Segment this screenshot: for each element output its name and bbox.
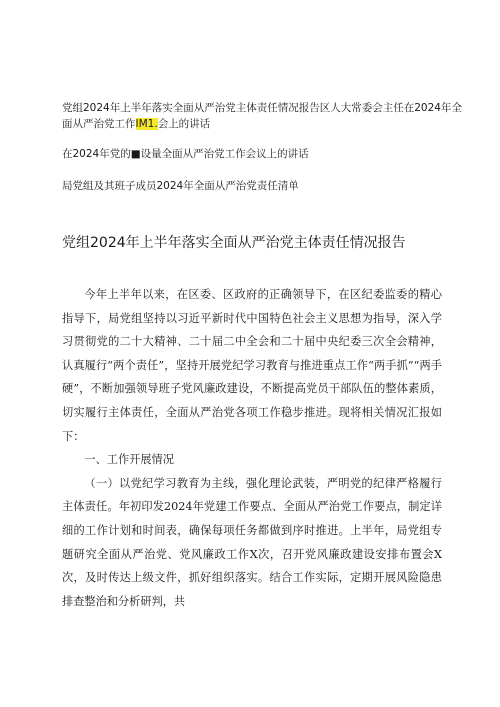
section-heading: 一、工作开展情况 bbox=[84, 453, 174, 467]
toc-item-1-text-end: 会上的讲话 bbox=[157, 118, 211, 130]
toc-item-1 bbox=[62, 100, 462, 132]
toc-item-1-text: 党组2024年上半年落实全面从严治党主体责任情况报告区人大常委会主任在2024年全面从严治党工作 bbox=[62, 102, 462, 130]
body-paragraph: （一）以党纪学习教育为主线，强化理论武装，严明党的纪律严格履行主体责任。年初印发2024年党建工作要点、全面从严治党工作要点，制定详细的工作计划和时间表，确保每项任务都做到序时推进。上半年，局党组专题研究全面从严治党、党风廉政工作X次，召开党风廉政建设安排布置会X次，及时传达上级文件，抓好组织落实。结合工作实际，定期开展风险隐患排查整治和分析研判，共 bbox=[62, 476, 442, 608]
toc-item-2-text-end: 设量全面从严治党工作会议上的讲话 bbox=[140, 148, 309, 160]
table-of-contents bbox=[62, 100, 462, 210]
toc-item-2-mark: ■ bbox=[130, 148, 141, 160]
document-body bbox=[62, 283, 442, 613]
body-paragraph-intro: 今年上半年以来，在区委、区政府的正确领导下，在区纪委监委的精心指导下，局党组坚持以习近平新时代中国特色社会主义思想为指导，深入学习贯彻党的二十大精神、二十届二中全会和二十届中央纪委三次全会精神，认真履行“两个责任”，坚持开展党纪学习教育与推进重点工作“两手抓”“两手硬”，不断加强领导班子党风廉政建设，不断提高党员干部队伍的整体素质，切实履行主体责任，全面从严治党各项工作稳步推进。现将相关情况汇报如下： bbox=[62, 288, 442, 443]
toc-item-1-highlight: IM1. bbox=[135, 118, 158, 130]
toc-item-2 bbox=[62, 146, 462, 162]
document-title: 党组2024年上半年落实全面从严治党主体责任情况报告 bbox=[62, 235, 406, 251]
toc-item-3: 局党组及其班子成员2024年全面从严治党责任清单 bbox=[62, 180, 299, 192]
toc-item-2-text: 在2024年党的 bbox=[62, 148, 131, 160]
